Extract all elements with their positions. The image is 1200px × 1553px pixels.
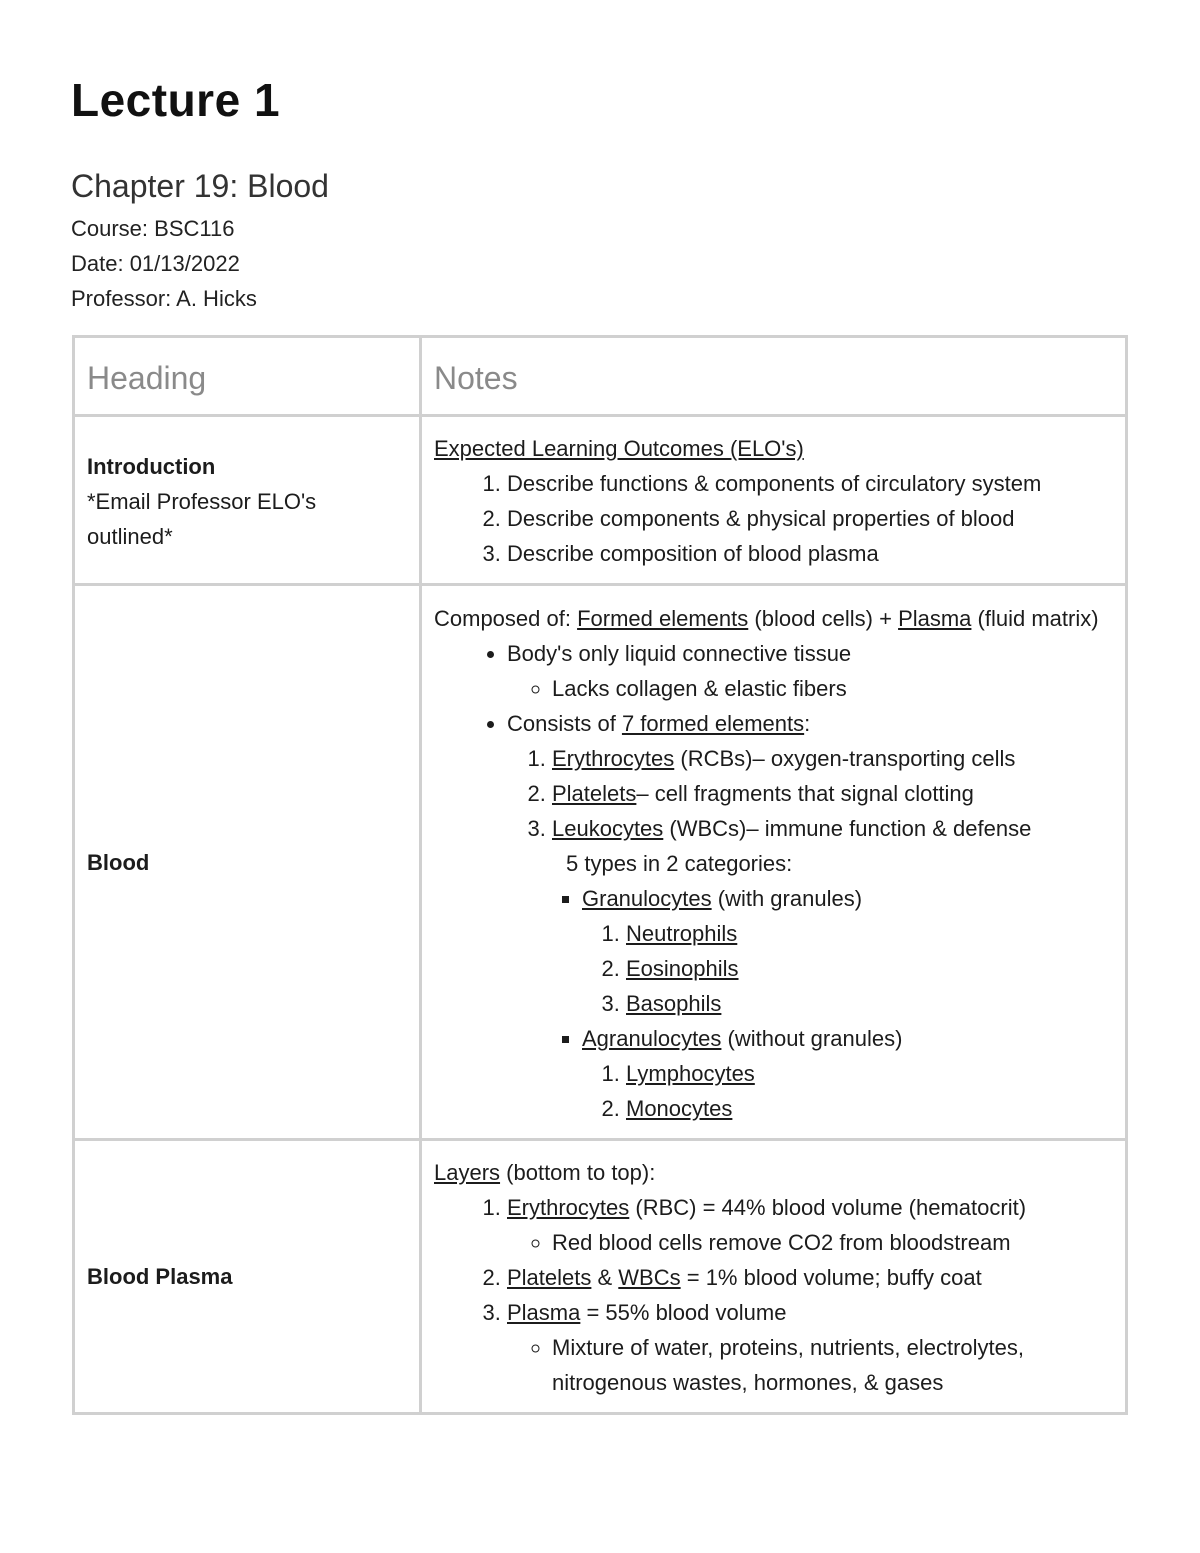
table-row (74, 1140, 1127, 1414)
formed-elements-term: Formed elements (577, 606, 749, 631)
elo-title: Expected Learning Outcomes (ELO's) (434, 436, 804, 461)
list-item: • Consists of 7 formed elements: 1. Erythrocytes (RCBs)– oxygen-transporting cells 2. Platelets– cell fragments that signal clotting 3. Leukocytes (WBCs)– immune function & defense 5 types in 2 categories: ▪ Granulocytes (with granules) 1. Neutrophils 2. Eosinophils 3. Basophils ▪ Agranulocytes (without granules) 1. Lymphocytes 2. Monocytes (507, 706, 1113, 1126)
list-item: ◦ Red blood cells remove CO2 from bloodstream (552, 1225, 1113, 1260)
row-heading-blood-plasma: Blood Plasma (74, 1140, 421, 1414)
row-notes-introduction (421, 416, 1127, 585)
list-item: ▪ Granulocytes (with granules) 1. Neutrophils 2. Eosinophils 3. Basophils (582, 881, 1113, 1021)
granulocyte-list (582, 916, 1113, 1021)
list-item: ◦ Lacks collagen & elastic fibers (552, 671, 1113, 706)
category-list (552, 881, 1113, 1126)
list-item: 2. Eosinophils (626, 951, 1113, 986)
list-item: 2. Monocytes (626, 1091, 1113, 1126)
sub-list (507, 1225, 1113, 1260)
row-notes-blood (421, 585, 1127, 1140)
plasma-term: Plasma (898, 606, 972, 631)
table-header-row (74, 337, 1127, 416)
chapter-subtitle: Chapter 19: Blood (71, 168, 329, 204)
list-item: ◦ Mixture of water, proteins, nutrients, electrolytes, nitrogenous wastes, hormones, & gases (552, 1330, 1113, 1400)
list-item: 2. Platelets & WBCs = 1% blood volume; buffy coat (507, 1260, 1113, 1295)
row-notes-blood-plasma (421, 1140, 1127, 1414)
layers-list (434, 1190, 1113, 1400)
list-item: 1. Neutrophils (626, 916, 1113, 951)
column-header-heading: Heading (74, 337, 421, 416)
list-item: • Body's only liquid connective tissue ◦ Lacks collagen & elastic fibers (507, 636, 1113, 706)
date-line: Date: 01/13/2022 (71, 251, 240, 276)
course-line: Course: BSC116 (71, 216, 235, 241)
list-item: ▪ Agranulocytes (without granules) 1. Lymphocytes 2. Monocytes (582, 1021, 1113, 1126)
row-heading-blood: Blood (74, 585, 421, 1140)
blood-bullet-list (434, 636, 1113, 1126)
list-item: 1. Describe functions & components of circulatory system (507, 466, 1113, 501)
notes-table (72, 335, 1128, 1415)
list-item: 2. Describe components & physical properties of blood (507, 501, 1113, 536)
list-item: 1. Lymphocytes (626, 1056, 1113, 1091)
agranulocyte-list (582, 1056, 1113, 1126)
layers-line: Layers (bottom to top): (434, 1160, 656, 1185)
sub-list (507, 1330, 1113, 1400)
page-title: Lecture 1 (71, 74, 281, 126)
list-item: 1. Erythrocytes (RCBs)– oxygen-transporting cells (552, 741, 1113, 776)
list-item: 3. Basophils (626, 986, 1113, 1021)
formed-elements-list (507, 741, 1113, 1126)
row-heading-introduction (74, 416, 421, 585)
sub-list (507, 671, 1113, 706)
composition-line: Composed of: Formed elements (blood cells) + Plasma (fluid matrix) (434, 606, 1099, 631)
table-row (74, 585, 1127, 1140)
types-line: 5 types in 2 categories: (566, 851, 793, 876)
professor-line: Professor: A. Hicks (71, 286, 257, 311)
list-item: 3. Describe composition of blood plasma (507, 536, 1113, 571)
table-row (74, 416, 1127, 585)
list-item: 2. Platelets– cell fragments that signal clotting (552, 776, 1113, 811)
heading-note: *Email Professor ELO's outlined* (87, 489, 317, 549)
column-header-notes: Notes (421, 337, 1127, 416)
list-item: 3. Leukocytes (WBCs)– immune function & defense 5 types in 2 categories: ▪ Granulocytes (with granules) 1. Neutrophils 2. Eosinophils 3. Basophils ▪ Agranulocytes (without granules) 1. Lymphocytes 2. Monocytes (552, 811, 1113, 1126)
heading-label: Introduction (87, 454, 216, 479)
formed-elements-count: 7 formed elements (621, 711, 805, 736)
list-item: 3. Plasma = 55% blood volume ◦ Mixture of water, proteins, nutrients, electrolytes, nitrogenous wastes, hormones, & gases (507, 1295, 1113, 1400)
elo-list (434, 466, 1113, 571)
list-item: 1. Erythrocytes (RBC) = 44% blood volume (hematocrit) ◦ Red blood cells remove CO2 from bloodstream (507, 1190, 1113, 1260)
